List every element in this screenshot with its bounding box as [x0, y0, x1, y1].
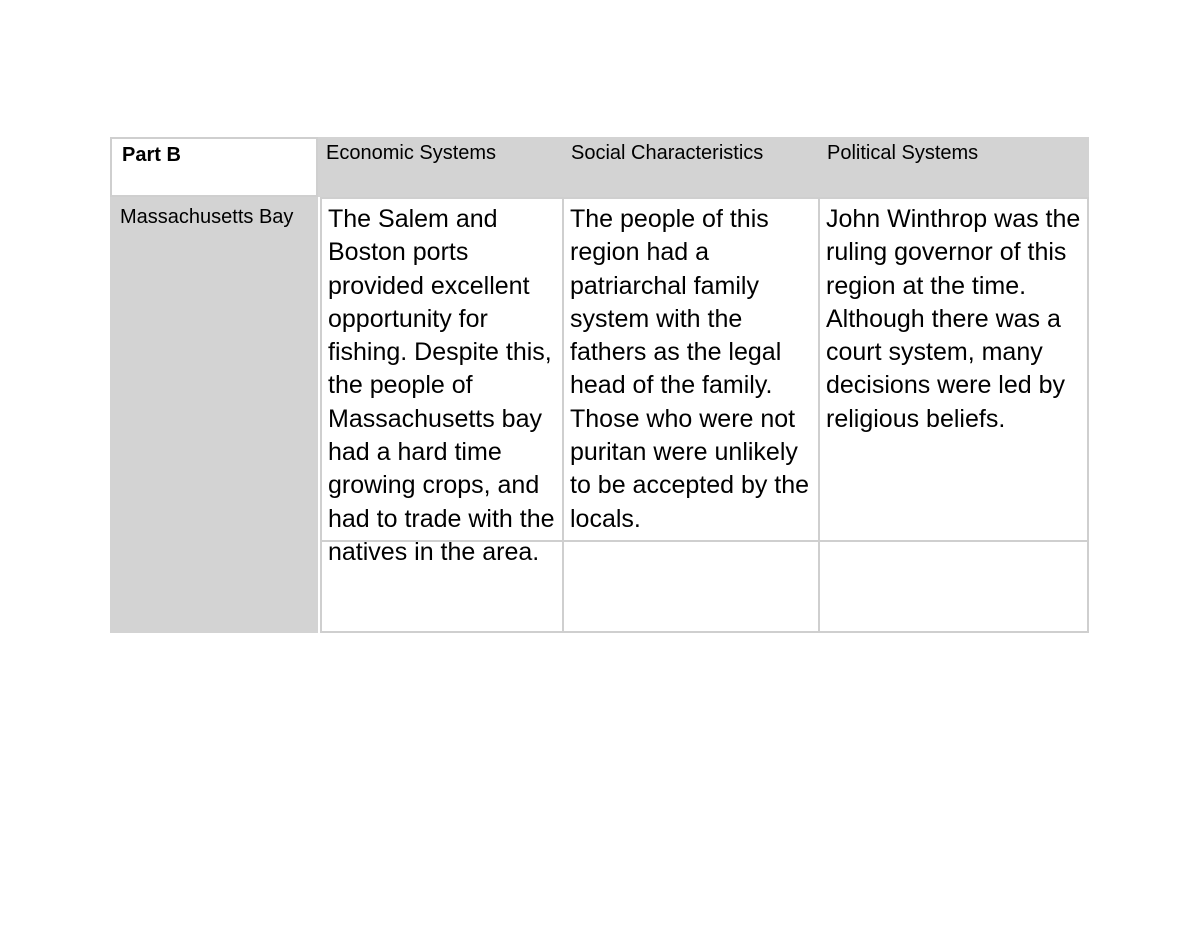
cell-economic-systems: The Salem and Boston ports provided excellent opportunity for fishing. Despite this, the people of Massachusetts bay had a hard time growing crops, and had to trade with the natives in the area. [320, 197, 564, 633]
column-header-economic: Economic Systems [318, 137, 563, 197]
column-header-political: Political Systems [819, 137, 1089, 197]
cell-social-characteristics: The people of this region had a patriarchal family system with the fathers as the legal head of the family. Those who were not puritan were unlikely to be accepted by the locals. [562, 197, 820, 633]
colony-table [110, 137, 1089, 633]
table-corner-heading: Part B [110, 137, 318, 197]
table-row-divider [320, 540, 1089, 542]
cell-political-systems: John Winthrop was the ruling governor of this region at the time. Although there was a court system, many decisions were led by religious beliefs. [818, 197, 1089, 633]
row-label-massachusetts-bay: Massachusetts Bay [110, 197, 318, 633]
column-header-social: Social Characteristics [563, 137, 819, 197]
